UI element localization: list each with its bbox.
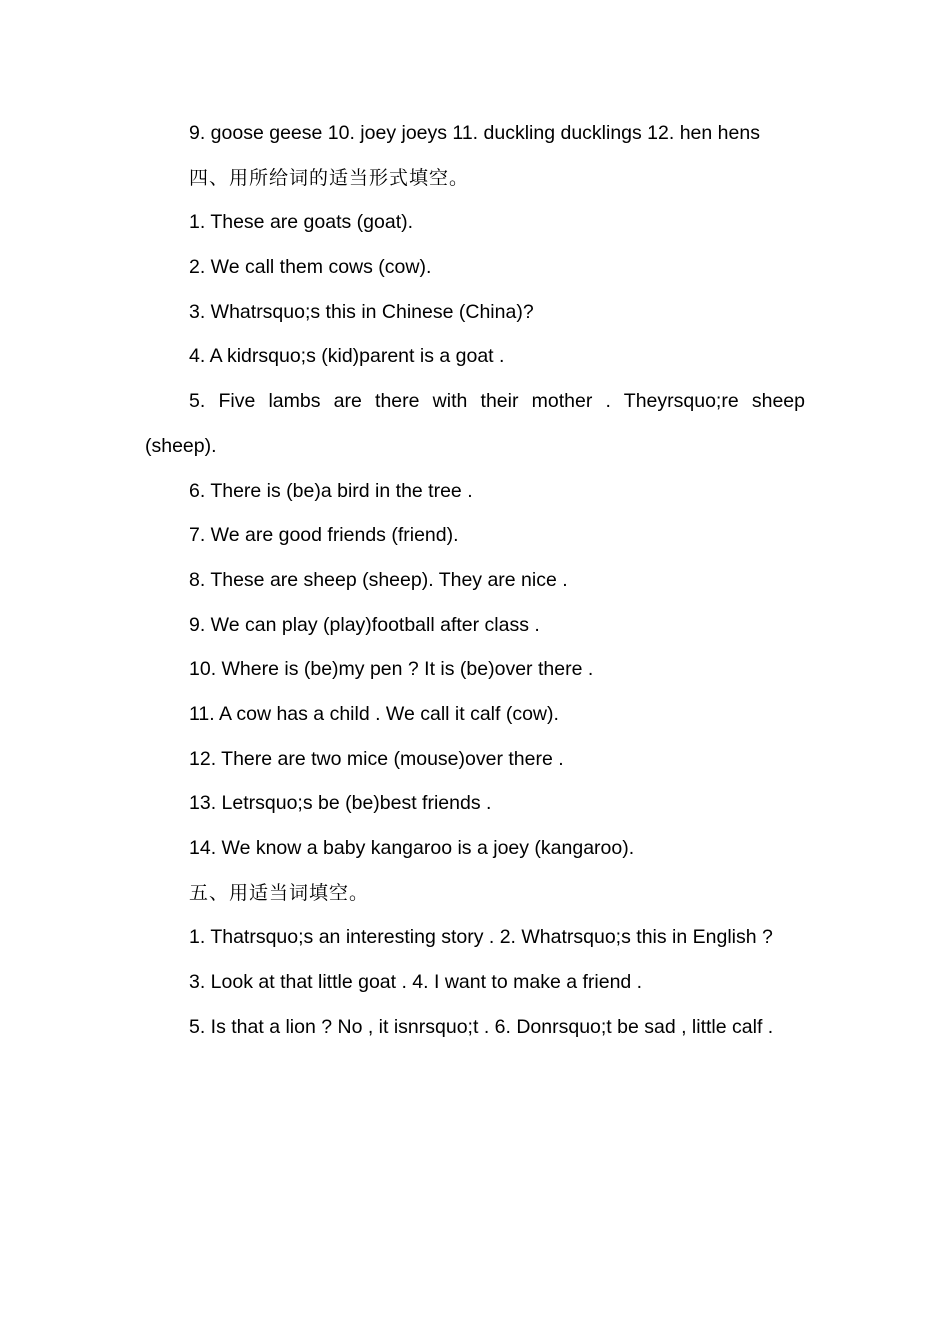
- exercise-line: 13. Letrsquo;s be (be)best friends .: [189, 792, 492, 815]
- exercise-line: 14. We know a baby kangaroo is a joey (kangaroo).: [189, 837, 635, 859]
- exercise-line: 3. Look at that little goat . 4. I want to make a friend .: [189, 971, 643, 994]
- exercise-line: 1. These are goats (goat).: [189, 211, 414, 234]
- exercise-line: 6. There is (be)a bird in the tree .: [189, 479, 473, 502]
- document-body: [145, 111, 805, 1049]
- exercise-line: 9. We can play (play)football after class .: [189, 613, 540, 636]
- exercise-line: 3. Whatrsquo;s this in Chinese (China)?: [189, 300, 534, 323]
- exercise-line-continuation: (sheep).: [145, 434, 217, 457]
- exercise-line: 12. There are two mice (mouse)over there .: [189, 747, 564, 770]
- exercise-line: 5. Five lambs are there with their mother . Theyrsquo;re sheep: [189, 390, 805, 413]
- exercise-line: 10. Where is (be)my pen ? It is (be)over there .: [189, 658, 594, 681]
- exercise-line: 11. A cow has a child . We call it calf (cow).: [189, 702, 559, 725]
- section-heading-five: 五、用适当词填空。: [189, 881, 370, 904]
- exercise-line: 1. Thatrsquo;s an interesting story . 2. Whatrsquo;s this in English ?: [189, 926, 773, 949]
- exercise-line: 7. We are good friends (friend).: [189, 524, 459, 547]
- section-heading-four: 四、用所给词的适当形式填空。: [189, 166, 470, 189]
- exercise-line: 5. Is that a lion ? No , it isnrsquo;t . 6. Donrsquo;t be sad , little calf .: [189, 1015, 774, 1038]
- exercise-line: 2. We call them cows (cow).: [189, 256, 432, 279]
- exercise-line: 8. These are sheep (sheep). They are nice .: [189, 568, 568, 591]
- answer-line-plurals: 9. goose geese 10. joey joeys 11. duckling ducklings 12. hen hens: [189, 122, 760, 144]
- exercise-line: 4. A kidrsquo;s (kid)parent is a goat .: [189, 345, 505, 368]
